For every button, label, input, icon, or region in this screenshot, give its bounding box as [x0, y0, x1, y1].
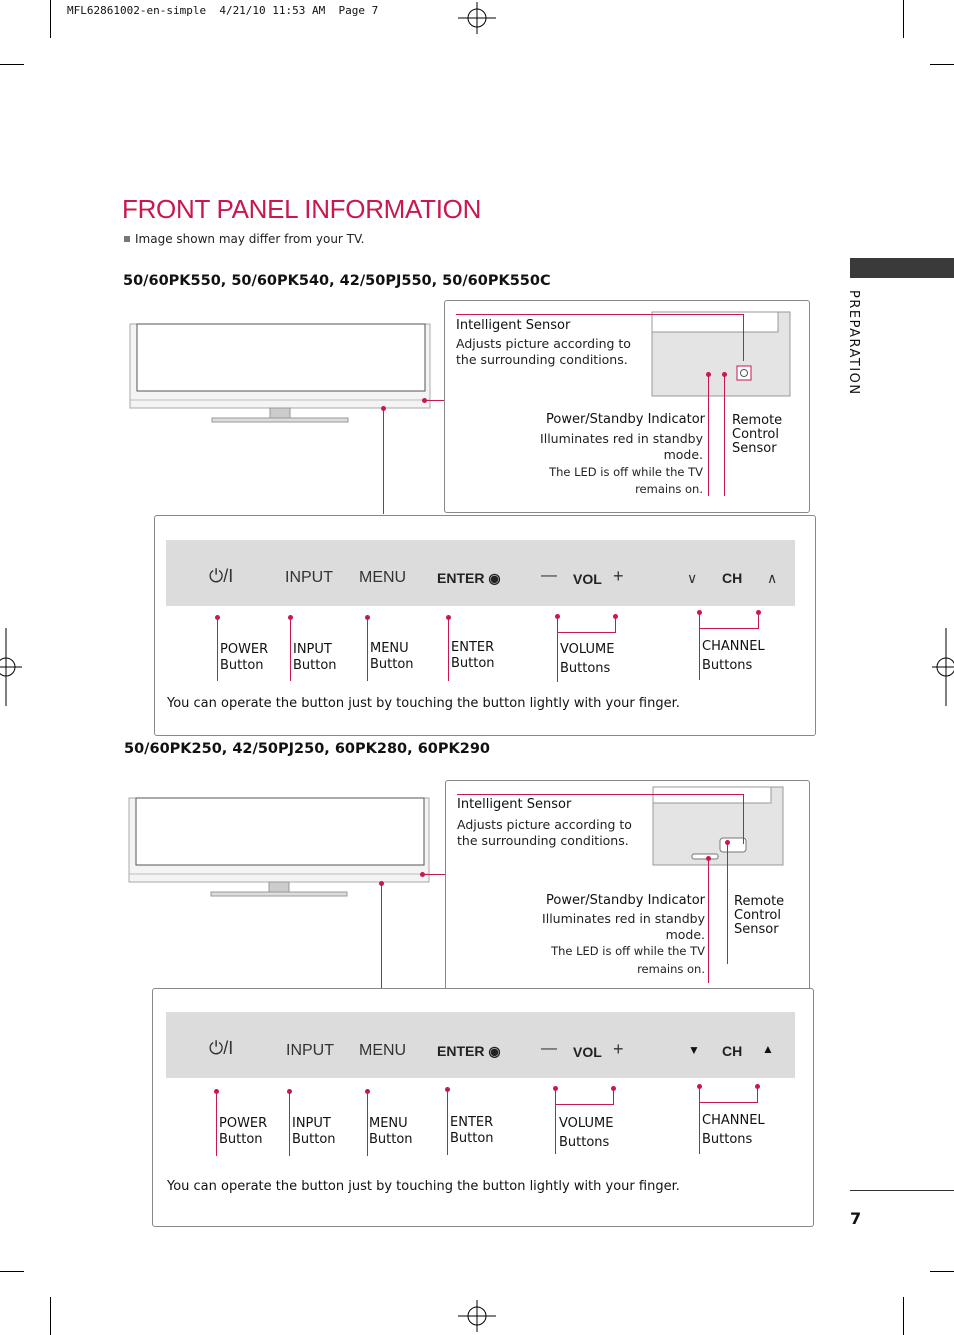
enter-key-label: ENTER: [437, 1043, 485, 1059]
menu-button-label: [370, 641, 414, 673]
sensor-desc-1: Adjusts picture according to: [456, 336, 631, 351]
vol-touch-key: VOL: [573, 1044, 602, 1060]
print-slug: MFL62861002-en-simple 4/21/10 11:53 AM Page 7: [67, 4, 379, 17]
vol-minus-icon[interactable]: —: [541, 1040, 557, 1057]
callout-line: [457, 794, 743, 795]
indicator-title: Power/Standby Indicator: [546, 412, 706, 427]
enter-button-label: [451, 640, 495, 672]
sensor-desc-2: the surrounding conditions.: [456, 352, 628, 367]
label-line-2: Button: [451, 656, 495, 671]
remote-label-3: Sensor: [732, 441, 777, 456]
callout-line: [757, 1086, 758, 1102]
sensor-title: Intelligent Sensor: [457, 797, 572, 812]
side-tab-bar: [850, 258, 954, 278]
menu-touch-key[interactable]: MENU: [359, 1042, 407, 1059]
volume-buttons-label: [560, 640, 614, 678]
label-line-1: MENU: [369, 1116, 408, 1131]
enter-button-label: [450, 1115, 494, 1147]
label-line-2: Buttons: [559, 1135, 610, 1150]
callout-line: [615, 616, 616, 632]
ch-touch-key: CH: [722, 1043, 743, 1059]
registration-mark: [458, 1300, 498, 1332]
label-line-1: ENTER: [450, 1115, 494, 1130]
power-button-label: [220, 642, 268, 674]
ch-down-icon[interactable]: ▼: [688, 1043, 700, 1057]
ch-up-icon[interactable]: ▲: [762, 1042, 774, 1056]
label-line-1: MENU: [370, 641, 409, 656]
remote-label-1: Remote: [734, 894, 785, 909]
label-line-1: POWER: [219, 1116, 268, 1131]
vol-plus-icon[interactable]: +: [613, 1039, 624, 1059]
footer-rule: [850, 1190, 954, 1191]
crop-mark: [903, 0, 904, 38]
ch-down-icon[interactable]: ∨: [687, 570, 698, 586]
menu-button-label: [369, 1116, 413, 1148]
indicator-desc-1: Illuminates red in standby: [542, 911, 705, 926]
label-line-2: Button: [293, 658, 337, 673]
callout-line: [424, 400, 446, 401]
callout-line: [447, 1089, 448, 1155]
input-button-label: [292, 1116, 336, 1148]
power-touch-key[interactable]: ⏻/I: [209, 1038, 234, 1058]
remote-label-2: Control: [732, 427, 779, 442]
remote-sensor-label: [732, 414, 782, 456]
callout-line: [555, 1104, 614, 1105]
model-list: 50/60PK550, 50/60PK540, 42/50PJ550, 50/60PK550C: [123, 273, 551, 289]
menu-touch-key[interactable]: MENU: [359, 569, 407, 586]
label-line-1: ENTER: [451, 640, 495, 655]
indicator-desc-2: mode.: [663, 447, 703, 462]
crop-mark: [903, 1297, 904, 1335]
registration-mark: [932, 628, 954, 706]
callout-line: [743, 314, 744, 361]
indicator-desc-4: remains on.: [637, 962, 705, 976]
crop-mark: [0, 1271, 24, 1272]
indicator-desc-4: remains on.: [635, 482, 703, 496]
callout-line: [381, 883, 382, 988]
callout-line: [708, 858, 709, 983]
crop-mark: [50, 0, 51, 38]
label-line-2: Button: [292, 1132, 336, 1147]
label-line-1: VOLUME: [559, 1116, 614, 1131]
callout-line: [727, 842, 728, 964]
label-line-2: Buttons: [560, 661, 611, 676]
indicator-title: Power/Standby Indicator: [546, 893, 706, 908]
indicator-desc-3: The LED is off while the TV: [551, 944, 705, 958]
bezel-corner-illustration: [651, 311, 793, 399]
callout-line: [699, 612, 700, 680]
sensor-detail-box: [445, 780, 810, 993]
image-note: [124, 232, 364, 246]
label-line-2: Button: [370, 657, 414, 672]
callout-line: [216, 1091, 217, 1156]
label-line-1: CHANNEL: [702, 1113, 765, 1128]
ch-touch-key: CH: [722, 570, 743, 586]
input-button-label: [293, 642, 337, 674]
channel-buttons-label: [702, 1111, 765, 1149]
bullet-square-icon: [124, 236, 130, 242]
note-text: Image shown may differ from your TV.: [135, 232, 365, 246]
label-line-1: INPUT: [292, 1116, 331, 1131]
tv-illustration: [127, 796, 437, 902]
input-touch-key[interactable]: INPUT: [285, 569, 333, 586]
panel-caption: You can operate the button just by touching the button lightly with your finger.: [167, 1179, 680, 1194]
page-number: 7: [850, 1209, 862, 1228]
tv-illustration: [128, 322, 438, 428]
vol-minus-icon[interactable]: —: [541, 567, 557, 584]
page-title: FRONT PANEL INFORMATION: [122, 194, 482, 224]
enter-touch-key[interactable]: [437, 570, 501, 587]
label-line-2: Button: [219, 1132, 263, 1147]
callout-line: [557, 632, 616, 633]
callout-line: [383, 408, 384, 514]
label-line-1: POWER: [220, 642, 269, 657]
remote-sensor-label: [734, 895, 784, 937]
label-line-2: Button: [450, 1131, 494, 1146]
indicator-desc-1: Illuminates red in standby: [540, 431, 703, 446]
enter-dot-icon: ◉: [488, 1043, 501, 1059]
callout-line: [448, 617, 449, 681]
indicator-desc-2: mode.: [665, 927, 705, 942]
input-touch-key[interactable]: INPUT: [286, 1042, 334, 1059]
registration-mark: [458, 2, 498, 34]
model-list: 50/60PK250, 42/50PJ250, 60PK280, 60PK290: [124, 741, 491, 757]
power-touch-key[interactable]: ⏻/I: [209, 566, 234, 586]
label-line-2: Buttons: [702, 658, 753, 673]
crop-mark: [930, 64, 954, 65]
enter-key-label: ENTER: [437, 570, 485, 586]
remote-label-2: Control: [734, 908, 781, 923]
sensor-desc-2: the surrounding conditions.: [457, 833, 629, 848]
registration-mark: [0, 628, 22, 706]
power-button-label: [219, 1116, 267, 1148]
crop-mark: [50, 1297, 51, 1335]
callout-line: [557, 616, 558, 682]
callout-line: [422, 874, 445, 875]
volume-buttons-label: [559, 1114, 613, 1152]
label-line-1: VOLUME: [560, 642, 615, 657]
label-line-2: Buttons: [702, 1132, 753, 1147]
channel-buttons-label: [702, 637, 765, 675]
callout-line: [613, 1088, 614, 1104]
callout-line: [290, 617, 291, 681]
callout-line: [758, 612, 759, 628]
enter-dot-icon: ◉: [488, 570, 501, 586]
indicator-desc-3: The LED is off while the TV: [549, 465, 703, 479]
label-line-1: INPUT: [293, 642, 332, 657]
callout-line: [699, 1086, 700, 1154]
callout-line: [289, 1091, 290, 1156]
callout-line: [456, 314, 743, 315]
control-panel-box: [154, 515, 816, 736]
callout-line: [217, 617, 218, 681]
sensor-title: Intelligent Sensor: [456, 318, 571, 333]
control-panel-box: [152, 988, 814, 1227]
panel-caption: You can operate the button just by touching the button lightly with your finger.: [167, 696, 680, 711]
crop-mark: [0, 64, 24, 65]
callout-line: [724, 374, 725, 496]
callout-line: [555, 1088, 556, 1154]
callout-line: [699, 1102, 758, 1103]
label-line-2: Button: [220, 658, 264, 673]
crop-mark: [930, 1271, 954, 1272]
remote-label-3: Sensor: [734, 922, 779, 937]
vol-plus-icon[interactable]: +: [613, 566, 624, 586]
label-line-1: CHANNEL: [702, 639, 765, 654]
ch-up-icon[interactable]: ∧: [767, 570, 778, 586]
remote-label-1: Remote: [732, 413, 783, 428]
label-line-2: Button: [369, 1132, 413, 1147]
callout-line: [367, 1091, 368, 1156]
sensor-desc-1: Adjusts picture according to: [457, 817, 632, 832]
callout-line: [367, 617, 368, 681]
side-tab-label: PREPARATION: [846, 290, 861, 396]
callout-line: [708, 374, 709, 496]
callout-line: [743, 794, 744, 844]
enter-touch-key[interactable]: [437, 1043, 501, 1060]
sensor-detail-box: [444, 300, 810, 513]
bezel-corner-illustration: [652, 786, 786, 868]
vol-touch-key: VOL: [573, 571, 602, 587]
callout-line: [699, 628, 759, 629]
